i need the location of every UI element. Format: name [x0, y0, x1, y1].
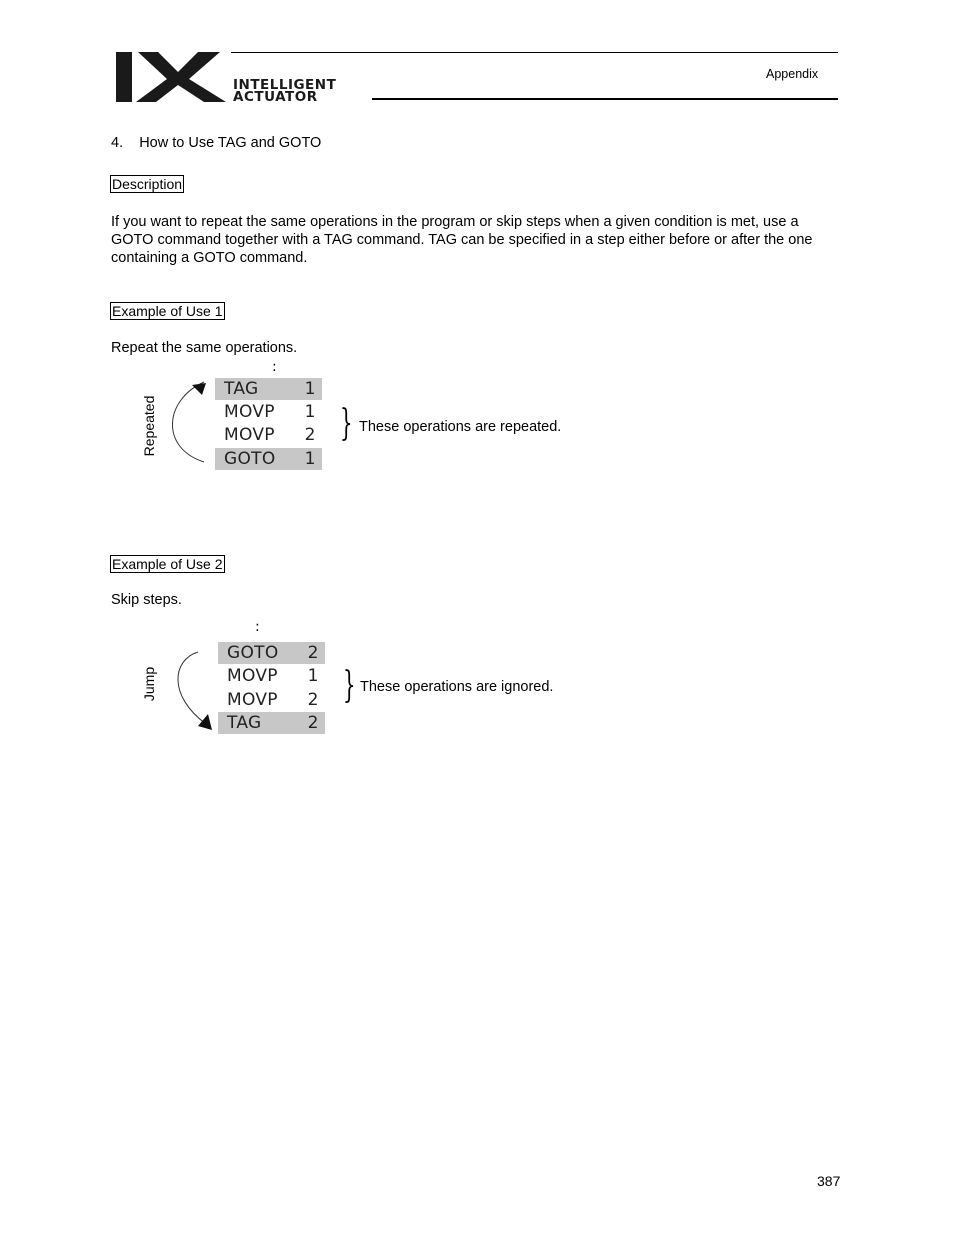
example1-arrow-label: Repeated [141, 395, 157, 457]
command-arg: 1 [307, 666, 319, 686]
command-op: MOVP [224, 425, 275, 445]
example2-caption: Skip steps. [111, 592, 182, 608]
command-op: MOVP [227, 666, 278, 686]
header-rule-bottom [372, 98, 838, 100]
example2-row-4 [218, 712, 325, 734]
ix-logo-mark [116, 52, 228, 104]
command-arg: 1 [304, 379, 316, 399]
command-arg: 2 [304, 425, 316, 445]
command-arg: 2 [307, 690, 319, 710]
command-op: GOTO [224, 449, 276, 469]
description-paragraph: If you want to repeat the same operations in the program or skip steps when a given condition is met, use a GOTO command together with a TAG command. TAG can be specified in a step either before or after the one containing a GOTO command. [111, 214, 813, 266]
command-arg: 1 [304, 449, 316, 469]
example1-caption: Repeat the same operations. [111, 340, 298, 356]
command-arg: 2 [307, 713, 319, 733]
logo-wordmark [233, 79, 336, 103]
command-op: TAG [224, 379, 259, 399]
example2-row-3 [218, 689, 325, 711]
command-arg: 1 [304, 402, 316, 422]
example1-row-2 [215, 401, 322, 423]
command-arg: 2 [307, 643, 319, 663]
command-op: MOVP [227, 690, 278, 710]
example1-row-1 [215, 378, 322, 400]
command-op: GOTO [227, 643, 279, 663]
example1-row-3 [215, 424, 322, 446]
example1-brace: } [340, 403, 353, 444]
example1-ellipsis: : [272, 359, 277, 375]
command-op: TAG [227, 713, 262, 733]
example2-arrow-label: Jump [141, 666, 157, 702]
logo-line-2: ACTUATOR [233, 89, 318, 105]
header-rule-top [231, 52, 838, 53]
example2-brace: } [343, 665, 356, 706]
example2-jump-arrow [168, 648, 218, 734]
logo-line-1: INTELLIGENT [233, 77, 337, 93]
section-heading: 4. How to Use TAG and GOTO [111, 135, 322, 151]
example2-label: Example of Use 2 [112, 556, 223, 572]
page-number: 387 [817, 1173, 841, 1189]
example1-row-4 [215, 448, 322, 470]
description-label: Description [112, 176, 183, 192]
example1-loop-arrow [160, 378, 216, 468]
example1-label: Example of Use 1 [112, 303, 223, 319]
section-label: Appendix [766, 67, 819, 81]
example1-note: These operations are repeated. [359, 419, 562, 435]
command-op: MOVP [224, 402, 275, 422]
example2-row-1 [218, 642, 325, 664]
example2-note: These operations are ignored. [360, 679, 554, 695]
example2-ellipsis: : [255, 619, 260, 635]
example2-row-2 [218, 665, 325, 687]
